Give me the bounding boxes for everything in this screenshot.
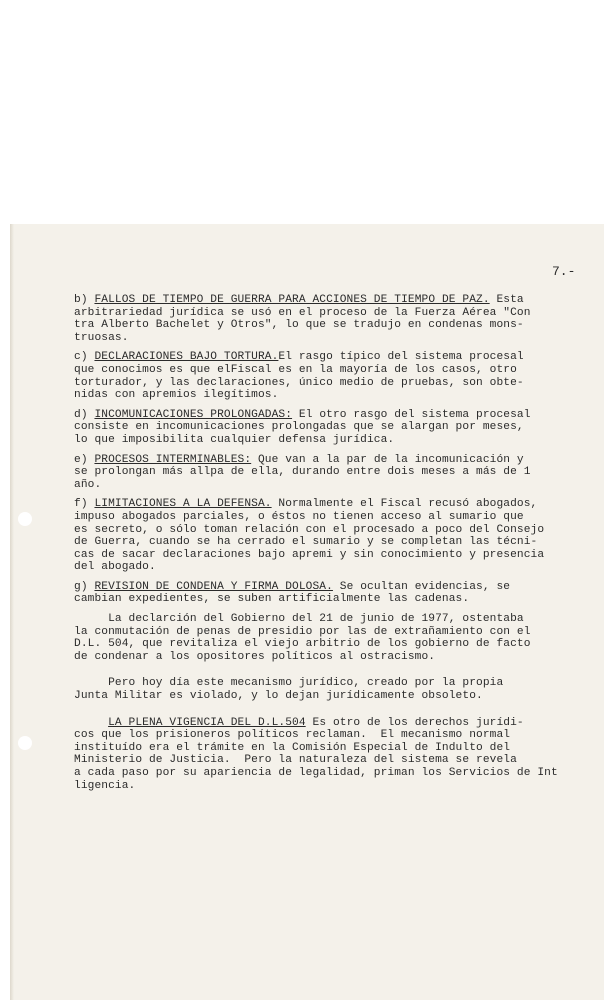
page-number: 7.- [552, 264, 576, 279]
section-heading: LA PLENA VIGENCIA DEL D.L.504 [108, 716, 306, 729]
item-heading: DECLARACIONES BAJO TORTURA. [94, 351, 279, 364]
document-body [74, 294, 574, 799]
list-item-c: c) DECLARACIONES BAJO TORTURA.El rasgo típico del sistema procesal que conocimos es que elFiscal es en la mayoría de los casos, otro torturador, y las declaraciones, único medio de pruebas, son obte- nidas con apremios ilegítimos. [74, 351, 524, 402]
punch-hole [18, 736, 32, 750]
item-heading: FALLOS DE TIEMPO DE GUERRA PARA ACCIONES DE TIEMPO DE PAZ. [94, 294, 490, 306]
list-item-b: b) FALLOS DE TIEMPO DE GUERRA PARA ACCIONES DE TIEMPO DE PAZ. Esta arbitrariedad jurídica se usó en el proceso de la Fuerza Aérea "Con tra Alberto Bachelet y Otros", lo que se tradujo en condenas mons- truosas. [74, 294, 531, 344]
paper-edge [10, 224, 14, 1000]
punch-hole [18, 512, 32, 526]
item-heading: LIMITACIONES A LA DEFENSA. [94, 498, 272, 511]
list-item-f: f) LIMITACIONES A LA DEFENSA. Normalmente el Fiscal recusó abogados, impuso abogados parciales, o éstos no tienen acceso al sumario que es secreto, o sólo toman relación con el procesado a poco del Consejo de Guerra, cuando se ha cerrado el sumario y se completan las técni- cas de sacar declaraciones bajo apremi y sin conocimiento y presencia del abogado. [74, 498, 545, 574]
final-section: LA PLENA VIGENCIA DEL D.L.504 Es otro de los derechos jurídi- cos que los prisioneros políticos reclaman. El mecanismo normal instituído era el trámite en la Comisión Especial de Indulto del Ministerio de Justicia. Pero la naturaleza del sistema se revela a cada paso por su apariencia de legalidad, priman los Servicios de Int ligencia. [74, 716, 558, 792]
list-item-g: g) REVISION DE CONDENA Y FIRMA DOLOSA. Se ocultan evidencias, se cambian expedientes, se suben artificialmente las cadenas. [74, 580, 511, 606]
paragraph: La declarción del Gobierno del 21 de junio de 1977, ostentaba la conmutación de penas de presidio por las de extrañamiento con el D.L. 504, que revitaliza el viejo arbitrio de los gobierno de facto de condenar a los opositores políticos al ostracismo. [74, 613, 531, 663]
paragraph: Pero hoy día este mecanismo jurídico, creado por la propia Junta Militar es violado, y lo dejan jurídicamente obsoleto. [74, 677, 504, 703]
item-heading: INCOMUNICACIONES PROLONGADAS: [94, 408, 293, 421]
item-heading: PROCESOS INTERMINABLES: [94, 453, 252, 466]
list-item-d: d) INCOMUNICACIONES PROLONGADAS: El otro rasgo del sistema procesal consiste en incomunicaciones prolongadas que se alargan por meses, lo que imposibilita cualquier defensa jurídica. [74, 408, 531, 446]
list-item-e: e) PROCESOS INTERMINABLES: Que van a la par de la incomunicación y se prolongan más allpa de ella, durando entre dois meses a más de 1 año. [74, 453, 531, 491]
item-heading: REVISION DE CONDENA Y FIRMA DOLOSA. [94, 580, 333, 593]
